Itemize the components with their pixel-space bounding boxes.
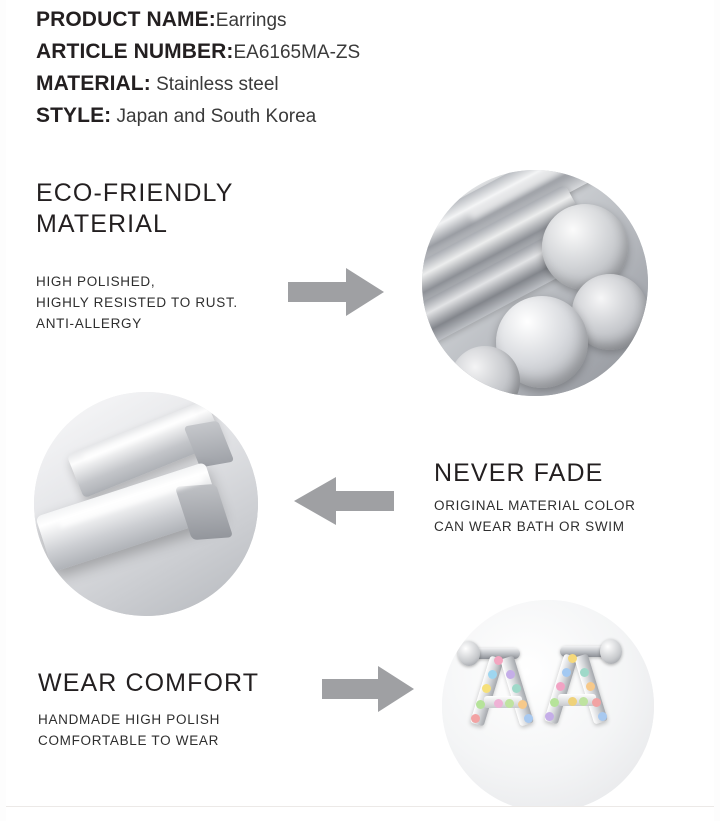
steel-ingots-photo (34, 392, 258, 616)
spec-row-material (36, 70, 676, 99)
section-body-eco-friendly (36, 272, 238, 335)
section-body-eco-friendly-line3: ANTI-ALLERGY (36, 315, 142, 331)
section-title-eco-friendly-line1: ECO-FRIENDLY (36, 179, 234, 207)
section-body-wear-comfort (38, 710, 220, 752)
spec-value-product-name: Earrings (215, 10, 287, 31)
section-body-never-fade (434, 496, 636, 538)
section-body-never-fade-line1: ORIGINAL MATERIAL COLOR (434, 498, 636, 513)
section-body-wear-comfort-line2: COMFORTABLE TO WEAR (38, 732, 220, 748)
spec-label-material: MATERIAL: (36, 71, 151, 95)
spec-label-product-name: PRODUCT NAME: (36, 8, 216, 31)
page-left-edge (0, 0, 6, 821)
section-title-wear-comfort: WEAR COMFORT (38, 669, 260, 697)
page-right-edge (714, 0, 720, 821)
spec-value-article-number: EA6165MA-ZS (233, 41, 361, 63)
section-body-eco-friendly-line1: HIGH POLISHED, (36, 274, 156, 289)
spec-value-style: Japan and South Korea (111, 105, 317, 127)
steel-rods-photo (422, 170, 648, 396)
page-bottom-divider (0, 806, 720, 821)
spec-row-style (36, 102, 676, 131)
section-title-never-fade: NEVER FADE (434, 459, 604, 487)
section-title-eco-friendly-line2: MATERIAL (36, 209, 168, 238)
section-body-eco-friendly-line2: HIGHLY RESISTED TO RUST. (36, 294, 238, 310)
spec-value-material: Stainless steel (150, 73, 279, 95)
section-body-wear-comfort-line1: HANDMADE HIGH POLISH (38, 712, 221, 727)
product-spec-list (36, 6, 676, 134)
spec-label-style: STYLE: (36, 103, 112, 127)
section-body-never-fade-line2: CAN WEAR BATH OR SWIM (434, 518, 625, 534)
spec-row-product-name (36, 6, 676, 35)
spec-label-article-number: ARTICLE NUMBER: (36, 39, 234, 63)
crystal-letter-a-earrings-photo (442, 600, 654, 812)
spec-row-article-number (36, 38, 676, 67)
section-title-eco-friendly (36, 178, 233, 239)
